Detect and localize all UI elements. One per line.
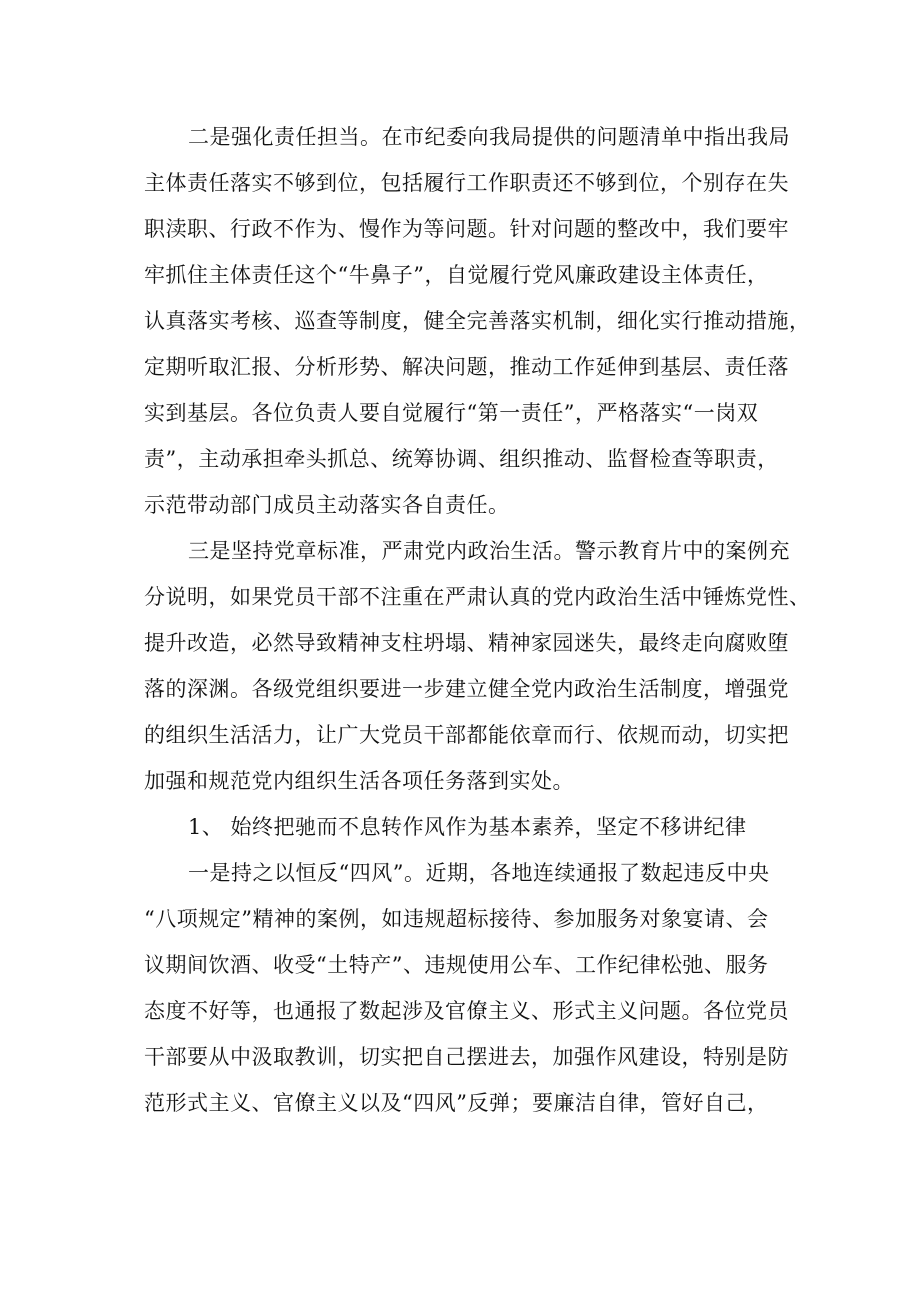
paragraph-line: 干部要从中汲取教训，切实把自己摆进去，加强作风建设，特别是防 bbox=[144, 1045, 789, 1069]
paragraph-line: 责”，主动承担牵头抓总、统筹协调、组织推动、监督检查等职责， bbox=[144, 447, 779, 471]
paragraph-line: 落的深渊。各级党组织要进一步建立健全党内政治生活制度，增强党 bbox=[144, 677, 789, 701]
paragraph-line: 加强和规范党内组织生活各项任务落到实处。 bbox=[144, 769, 574, 793]
paragraph-line: 认真落实考核、巡查等制度，健全完善落实机制，细化实行推动措施， bbox=[144, 309, 811, 333]
paragraph-line: 的组织生活活力，让广大党员干部都能依章而行、依规而动，切实把 bbox=[144, 723, 789, 747]
paragraph-line: 实到基层。各位负责人要自觉履行“第一责任”，严格落实“一岗双 bbox=[144, 401, 759, 425]
section-heading: 1、 始终把驰而不息转作风作为基本素养，坚定不移讲纪律 bbox=[188, 815, 747, 839]
paragraph-line: 牢抓住主体责任这个“牛鼻子”，自觉履行党风廉政建设主体责任， bbox=[144, 263, 769, 287]
paragraph-line: 定期听取汇报、分析形势、解决问题，推动工作延伸到基层、责任落 bbox=[144, 355, 789, 379]
paragraph-line: 二是强化责任担当。在市纪委向我局提供的问题清单中指出我局 bbox=[188, 125, 790, 149]
paragraph-line: 一是持之以恒反“四风”。近期，各地连续通报了数起违反中央 bbox=[188, 861, 770, 885]
paragraph-line: 范形式主义、官僚主义以及“四风”反弹；要廉洁自律，管好自己， bbox=[144, 1091, 769, 1115]
paragraph-line: “八项规定”精神的案例，如违规超标接待、参加服务对象宴请、会 bbox=[144, 907, 769, 931]
paragraph-line: 态度不好等，也通报了数起涉及官僚主义、形式主义问题。各位党员 bbox=[144, 999, 789, 1023]
paragraph-line: 三是坚持党章标准，严肃党内政治生活。警示教育片中的案例充 bbox=[188, 539, 790, 563]
paragraph-line: 提升改造，必然导致精神支柱坍塌、精神家园迷失，最终走向腐败堕 bbox=[144, 631, 789, 655]
paragraph-line: 议期间饮酒、收受“土特产”、违规使用公车、工作纪律松弛、服务 bbox=[144, 953, 769, 977]
paragraph-line: 分说明，如果党员干部不注重在严肃认真的党内政治生活中锤炼党性、 bbox=[144, 585, 811, 609]
paragraph-line: 主体责任落实不够到位，包括履行工作职责还不够到位，个别存在失 bbox=[144, 171, 789, 195]
paragraph-line: 职渎职、行政不作为、慢作为等问题。针对问题的整改中，我们要牢 bbox=[144, 217, 789, 241]
paragraph-line: 示范带动部门成员主动落实各自责任。 bbox=[144, 493, 510, 517]
